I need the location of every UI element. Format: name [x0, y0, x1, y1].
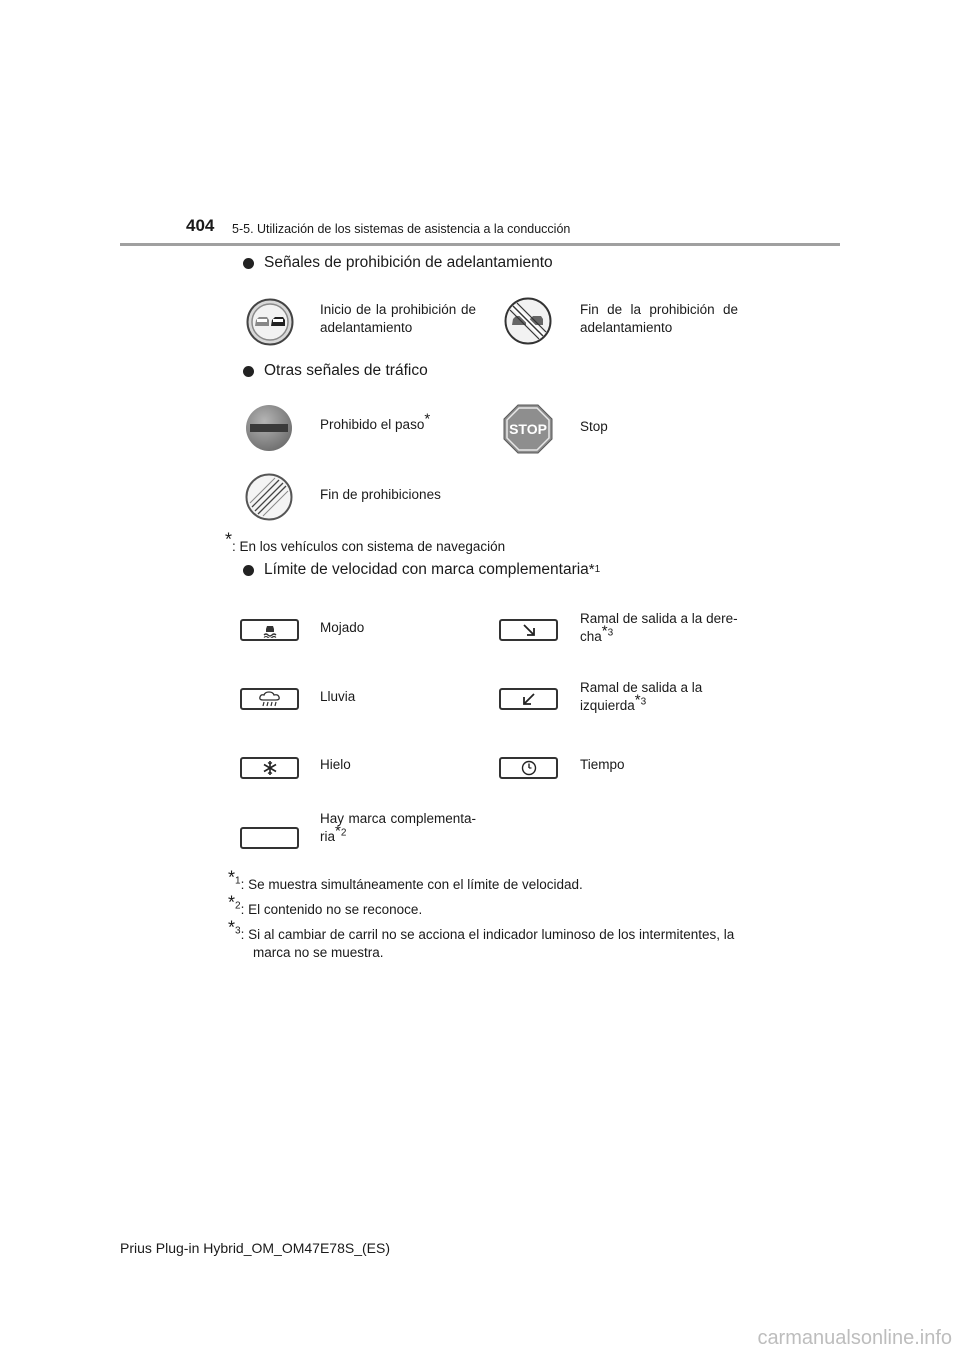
stop-sign-icon	[503, 404, 553, 454]
footnote-1: *$^1$: Se muestra simultáneamente con el límite de velocidad.	[228, 867, 583, 892]
no-entry-label: Prohibido el paso*	[320, 410, 431, 432]
no-overtaking-sign-icon	[246, 298, 294, 346]
no-overtaking-end-label: Fin de la prohibición de adelantamiento	[580, 302, 738, 335]
header-rule	[120, 243, 840, 246]
stop-label: Stop	[580, 419, 608, 434]
svg-text:STOP: STOP	[509, 421, 547, 437]
heading-text: Límite de velocidad con marca complementaria	[264, 561, 589, 578]
bullet-icon	[243, 366, 254, 377]
ice-label: Hielo	[320, 757, 351, 772]
heading-text: Señales de prohibición de adelantamiento	[264, 254, 553, 271]
navigation-footnote: *: En los vehículos con sistema de navegación	[225, 529, 506, 554]
speed-limit-heading: Límite de velocidad con marca complementaria * 1	[243, 561, 600, 579]
page-number: 404	[186, 216, 215, 235]
blank-plate-icon	[240, 827, 299, 849]
other-signs-heading	[243, 362, 428, 380]
heading-text: Otras señales de tráfico	[264, 362, 428, 379]
no-overtaking-start-label: Inicio de la prohibición de adelantamiento	[320, 302, 476, 335]
footnote-2: *$^2$: El contenido no se reconoce.	[228, 892, 423, 917]
footnote-3: *$^3$: Si al cambiar de carril no se acciona el indicador luminoso de los intermitentes, la	[228, 917, 735, 942]
footnote-3-continued: marca no se muestra.	[253, 945, 384, 960]
watermark: carmanualsonline.info	[757, 1327, 952, 1349]
arrow-down-left-icon	[499, 688, 558, 710]
bullet-icon	[243, 258, 254, 269]
wet-label: Mojado	[320, 620, 365, 635]
no-entry-sign-icon	[245, 404, 293, 452]
section-title: 5-5. Utilización de los sistemas de asistencia a la conducción	[232, 222, 571, 236]
document-id: Prius Plug-in Hybrid_OM_OM47E78S_(ES)	[120, 1240, 390, 1256]
rain-icon	[240, 688, 299, 710]
end-of-restrictions-label: Fin de prohibiciones	[320, 487, 441, 502]
arrow-down-right-icon	[499, 619, 558, 641]
exit-right-label: Ramal de salida a la dere-cha*$^3$	[580, 611, 738, 644]
time-label: Tiempo	[580, 757, 625, 772]
snowflake-icon	[240, 757, 299, 779]
end-of-restrictions-sign-icon	[245, 473, 293, 521]
clock-icon	[499, 757, 558, 779]
no-overtaking-heading	[243, 254, 553, 272]
exit-left-label: Ramal de salida a la izquierda*$^3$	[580, 680, 703, 713]
unknown-mark-label: Hay marca complementa-ria*$^2$	[320, 811, 476, 844]
rain-label: Lluvia	[320, 689, 356, 704]
bullet-icon	[243, 565, 254, 576]
end-no-overtaking-sign-icon	[504, 297, 552, 345]
wet-road-icon	[240, 619, 299, 641]
